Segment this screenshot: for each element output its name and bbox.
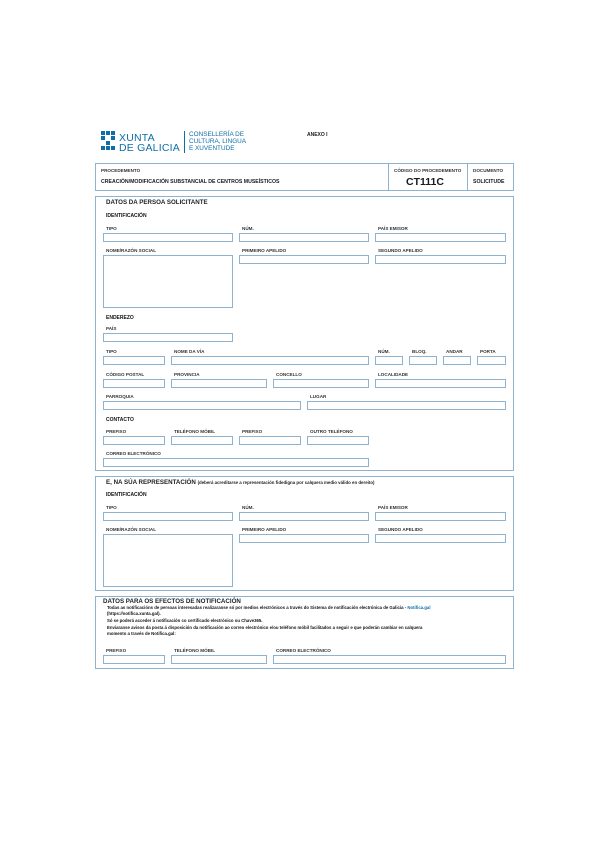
applicant-primeiro-label: PRIMEIRO APELIDO	[242, 248, 287, 253]
address-parroquia-label: PARROQUIA	[106, 394, 134, 399]
contact-mobil-label: TELÉFONO MÓBIL	[174, 429, 216, 434]
procedure-label: PROCEDEMENTO	[101, 168, 141, 173]
applicant-tipo-field[interactable]	[103, 233, 233, 242]
address-provincia-label: PROVINCIA	[174, 372, 200, 377]
rep-nomerazon-field[interactable]	[103, 534, 233, 587]
contact-mobil-field[interactable]	[171, 436, 233, 445]
rep-segundo-label: SEGUNDO APELIDO	[378, 527, 423, 532]
address-cp-field[interactable]	[103, 379, 165, 388]
contact-prefixo-field[interactable]	[103, 436, 165, 445]
address-concello-label: CONCELLO	[276, 372, 302, 377]
rep-pais-emisor-field[interactable]	[375, 512, 506, 521]
notification-title: DATOS PARA OS EFECTOS DE NOTIFICACIÓN	[103, 598, 241, 605]
xunta-logo-icon	[101, 131, 115, 153]
logo-xunta-text: XUNTA	[119, 132, 155, 144]
address-provincia-field[interactable]	[171, 379, 267, 388]
applicant-primeiro-field[interactable]	[239, 255, 369, 264]
address-num-field[interactable]	[375, 356, 403, 365]
contact-prefixo-label: PREFIXO	[106, 429, 127, 434]
dept-line-2: CULTURA, LINGUA	[189, 138, 247, 145]
rep-pais-emisor-label: PAÍS EMISOR	[378, 505, 408, 510]
rep-primeiro-label: PRIMEIRO APELIDO	[242, 527, 287, 532]
applicant-pais-emisor-label: PAÍS EMISOR	[378, 226, 408, 231]
dept-line-3: E XUVENTUDE	[189, 145, 235, 152]
address-via-label: NOME DA VÍA	[174, 349, 205, 354]
address-cp-label: CÓDIGO POSTAL	[106, 372, 145, 377]
procedure-code: CT111C	[406, 176, 444, 188]
notif-prefixo-label: PREFIXO	[106, 648, 127, 653]
rep-tipo-label: TIPO	[106, 505, 117, 510]
address-pais-field[interactable]	[103, 333, 233, 342]
applicant-nomerazon-field[interactable]	[103, 255, 233, 308]
address-localidade-label: LOCALIDADE	[378, 372, 409, 377]
address-porta-field[interactable]	[477, 356, 506, 365]
address-bloq-field[interactable]	[409, 356, 437, 365]
notification-line-4: Enviaranse avisos da posta á disposición da notificación ao correo electrónico e/ou teléfono móbil facilitados a seguir e que poderán cambiar en calquera	[107, 625, 423, 630]
rep-tipo-field[interactable]	[103, 512, 233, 521]
annex-label: ANEXO I	[307, 132, 328, 138]
rep-primeiro-field[interactable]	[239, 534, 369, 543]
address-heading: ENDEREZO	[106, 315, 134, 321]
procedure-divider-2	[467, 163, 468, 191]
document-value: SOLICITUDE	[473, 179, 505, 185]
address-andar-label: ANDAR	[446, 349, 463, 354]
procedure-divider-1	[388, 163, 389, 191]
rep-num-label: NÚM.	[242, 505, 254, 510]
address-via-field[interactable]	[171, 356, 369, 365]
address-localidade-field[interactable]	[375, 379, 506, 388]
applicant-num-label: NÚM.	[242, 226, 254, 231]
address-lugar-label: LUGAR	[310, 394, 327, 399]
address-lugar-field[interactable]	[307, 401, 506, 410]
address-concello-field[interactable]	[273, 379, 369, 388]
rep-nomerazon-label: NOME/RAZÓN SOCIAL	[106, 527, 157, 532]
applicant-pais-emisor-field[interactable]	[375, 233, 506, 242]
contact-correo-label: CORREO ELECTRÓNICO	[106, 451, 161, 456]
notif-correo-label: CORREO ELECTRÓNICO	[276, 648, 331, 653]
applicant-title: DATOS DA PERSOA SOLICITANTE	[106, 199, 208, 206]
notification-line-3: Só se poderá acceder á notificación co certificado electrónico ou Chave365.	[107, 618, 263, 623]
contact-correo-field[interactable]	[103, 458, 369, 467]
dept-line-1: CONSELLERÍA DE	[189, 131, 245, 138]
contact-prefixo2-label: PREFIXO	[242, 429, 263, 434]
notif-correo-field[interactable]	[273, 655, 506, 664]
notification-line-2: (https://notifica.xunta.gal).	[107, 611, 161, 616]
applicant-nomerazon-label: NOME/RAZÓN SOCIAL	[106, 248, 157, 253]
rep-num-field[interactable]	[239, 512, 369, 521]
rep-segundo-field[interactable]	[375, 534, 506, 543]
contact-heading: CONTACTO	[106, 417, 134, 423]
address-tipo-label: TIPO	[106, 349, 117, 354]
contact-prefixo2-field[interactable]	[239, 436, 301, 445]
representation-title: E, NA SÚA REPRESENTACIÓN (deberá acreditarse a representación fidedigna por calquera medio válido en dereito)	[106, 479, 375, 486]
logo-galicia-text: DE GALICIA	[119, 142, 180, 154]
representation-note: (deberá acreditarse a representación fidedigna por calquera medio válido en dereito)	[197, 480, 375, 485]
notif-mobil-field[interactable]	[171, 655, 267, 664]
applicant-id-heading: IDENTIFICACIÓN	[106, 213, 147, 219]
applicant-segundo-label: SEGUNDO APELIDO	[378, 248, 423, 253]
applicant-segundo-field[interactable]	[375, 255, 506, 264]
address-parroquia-field[interactable]	[103, 401, 301, 410]
procedure-code-label: CÓDIGO DO PROCEDEMENTO	[394, 168, 462, 173]
notifica-link[interactable]: Notifica.gal	[407, 605, 431, 610]
representation-id-heading: IDENTIFICACIÓN	[106, 492, 147, 498]
notification-line-5: momento a través de Notifica.gal:	[107, 631, 176, 636]
applicant-tipo-label: TIPO	[106, 226, 117, 231]
applicant-num-field[interactable]	[239, 233, 369, 242]
address-num-label: NÚM.	[378, 349, 390, 354]
notif-mobil-label: TELÉFONO MÓBIL	[174, 648, 216, 653]
address-pais-label: PAÍS	[106, 326, 117, 331]
document-label: DOCUMENTO	[473, 168, 504, 173]
address-andar-field[interactable]	[443, 356, 471, 365]
address-bloq-label: BLOQ.	[412, 349, 427, 354]
logo-divider	[184, 131, 185, 153]
procedure-name: CREACIÓN/MODIFICACIÓN SUBSTANCIAL DE CENTROS MUSEÍSTICOS	[101, 179, 280, 185]
address-porta-label: PORTA	[480, 349, 496, 354]
notification-line-1: Todas as notificacións de persoas interesadas realizaranse só por medios electrónicos a través do Sistema de notificación electrónica de Galicia - Notifica.gal	[107, 605, 431, 610]
contact-outro-label: OUTRO TELÉFONO	[310, 429, 353, 434]
notif-prefixo-field[interactable]	[103, 655, 165, 664]
address-tipo-field[interactable]	[103, 356, 165, 365]
contact-outro-field[interactable]	[307, 436, 369, 445]
